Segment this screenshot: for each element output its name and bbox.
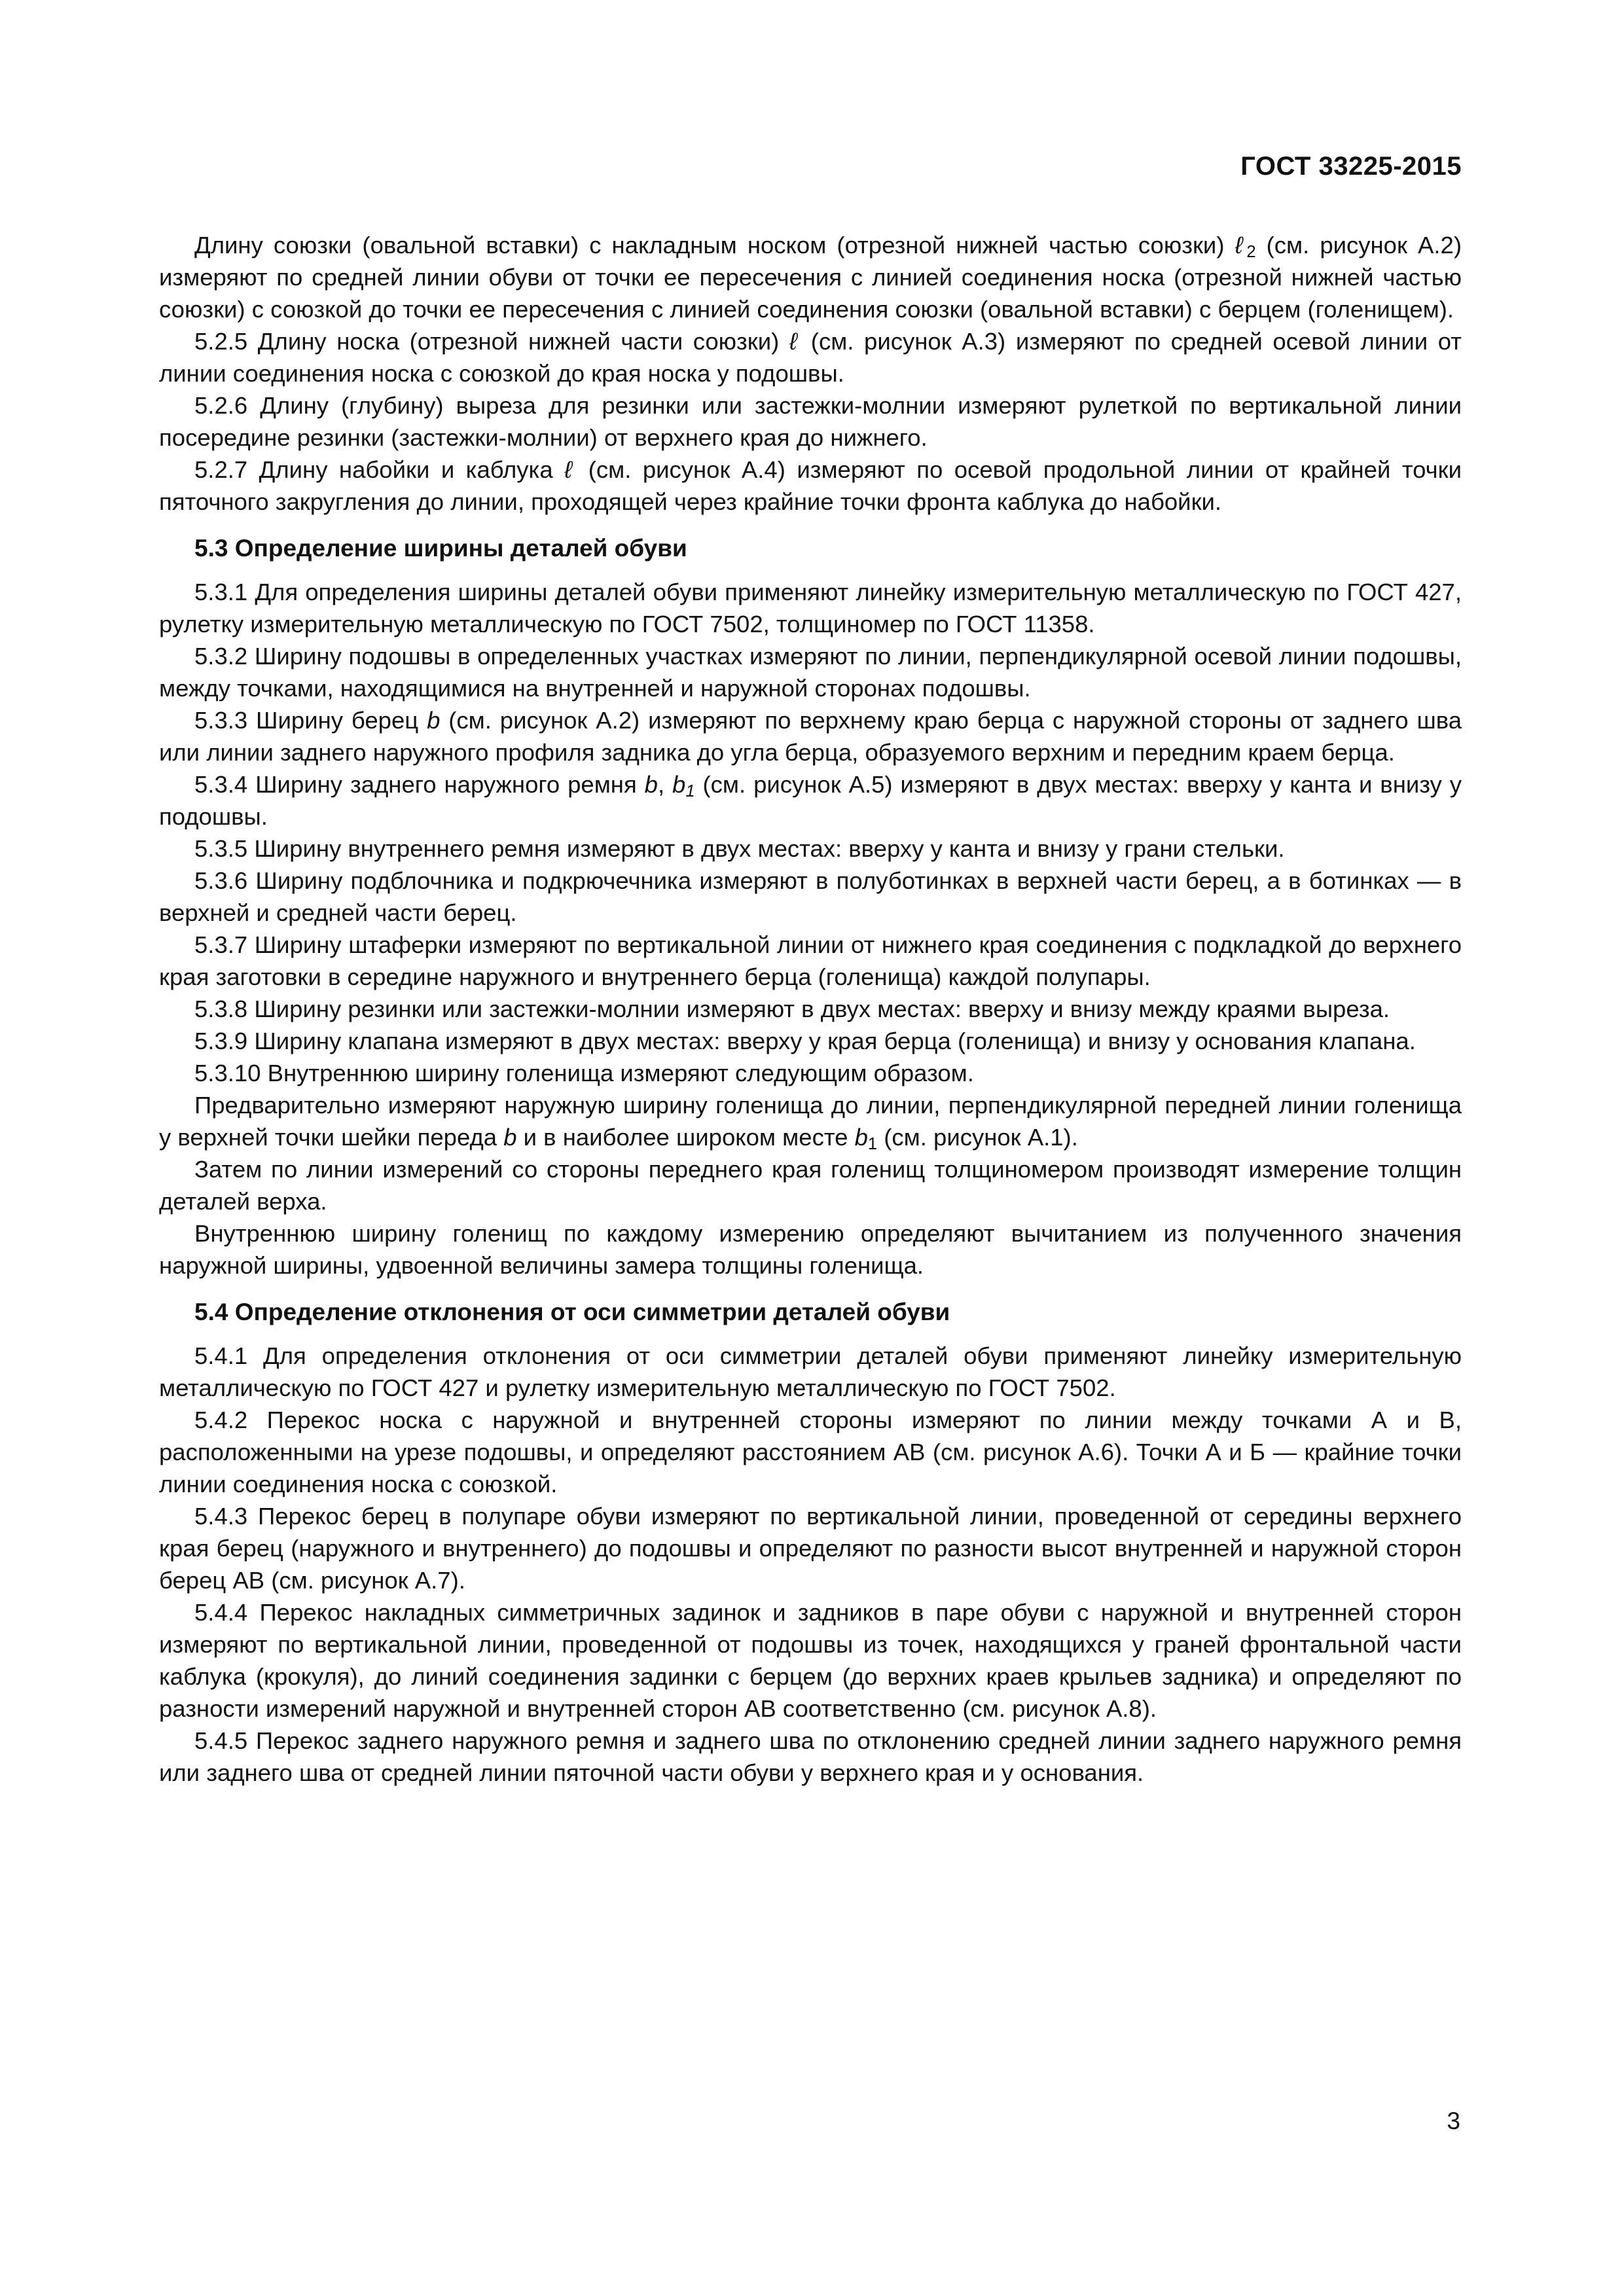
paragraph	[159, 576, 1462, 640]
italic-symbol: ℓ	[1235, 232, 1247, 259]
italic-symbol: b	[427, 707, 441, 734]
text-run: 5.4.2 Перекос носка с наружной и внутренней стороны измеряют по линии между точками А и В, расположенными на урезе подошвы, и определяют расстоянием АВ (см. рисунок А.6). Точки А и Б — крайние точки линии соединения носка с союзкой.	[159, 1407, 1462, 1498]
text-run: 5.3.5 Ширину внутреннего ремня измеряют в двух местах: вверху у канта и внизу у грани стельки.	[194, 835, 1285, 862]
subscript-text: 1	[685, 782, 695, 800]
text-run: 5.3.2 Ширину подошвы в определенных участках измеряют по линии, перпендикулярной осевой линии подошвы, между точками, находящимися на внутренней и наружной сторонах подошвы.	[159, 643, 1462, 702]
italic-symbol: ℓ	[789, 328, 801, 355]
text-run: 5.3.4 Ширину заднего наружного ремня	[194, 771, 645, 798]
paragraph	[159, 1025, 1462, 1057]
text-run: (см. рисунок А.4) измеряют по осевой продольной линии от крайней точки пяточного закругления до линии, проходящей через крайние точки фронта каблука до набойки.	[159, 456, 1462, 515]
italic-symbol: b	[672, 771, 686, 798]
text-run: Длину союзки (овальной вставки) с накладным носком (отрезной нижней частью союзки)	[194, 232, 1235, 259]
paragraph	[159, 833, 1462, 865]
paragraph	[159, 389, 1462, 454]
paragraph	[159, 768, 1462, 833]
italic-symbol: b	[503, 1124, 517, 1151]
paragraph	[159, 1725, 1462, 1789]
text-run: 5.2.5 Длину носка (отрезной нижней части союзки)	[194, 328, 789, 355]
text-run: 5.4.3 Перекос берец в полупаре обуви измеряют по вертикальной линии, проведенной от середины верхнего края берец (наружного и внутреннего) до подошвы и определяют по разности высот внутренней и наружной сторон берец АВ (см. рисунок А.7).	[159, 1503, 1462, 1594]
paragraph	[159, 929, 1462, 993]
paragraph	[159, 1500, 1462, 1596]
paragraph	[159, 640, 1462, 704]
text-run: 5.4.1 Для определения отклонения от оси симметрии деталей обуви применяют линейку измерительную металлическую по ГОСТ 427 и рулетку измерительную металлическую по ГОСТ 7502.	[159, 1342, 1462, 1401]
text-run: 5.3.10 Внутреннюю ширину голенища измеряют следующим образом.	[194, 1060, 974, 1086]
italic-symbol: b	[854, 1124, 868, 1151]
text-run: 5.3.7 Ширину штаферки измеряют по вертикальной линии от нижнего края соединения с подкладкой до верхнего края заготовки в середине наружного и внутреннего берца (голенища) каждой полупары.	[159, 931, 1462, 990]
paragraph	[159, 229, 1462, 325]
text-run: (см. рисунок А.3) измеряют по средней осевой линии от линии соединения носка с союзкой до края носка у подошвы.	[159, 328, 1462, 387]
italic-symbol: b	[644, 771, 658, 798]
document-body	[159, 229, 1462, 1789]
text-run: 5.3.3 Ширину берец	[194, 707, 427, 734]
text-run: (см. рисунок А.1).	[877, 1124, 1078, 1151]
text-run: Затем по линии измерений со стороны переднего края голенищ толщиномером производят измерение толщин деталей верха.	[159, 1156, 1462, 1215]
text-run: (см. рисунок А.5) измеряют в двух местах: вверху у канта и внизу у подошвы.	[159, 771, 1462, 830]
text-run: 5.3.8 Ширину резинки или застежки-молнии измеряют в двух местах: вверху и внизу между краями выреза.	[194, 996, 1390, 1022]
subscript-text	[685, 782, 695, 800]
paragraph	[159, 865, 1462, 929]
subscript-text: 2	[1246, 243, 1256, 261]
paragraph	[159, 1340, 1462, 1404]
page-number: 3	[1447, 2108, 1460, 2134]
paragraph	[159, 325, 1462, 389]
text-run: 5.3 Определение ширины деталей обуви	[194, 535, 687, 562]
paragraph	[159, 1596, 1462, 1725]
paragraph	[159, 1153, 1462, 1217]
text-run: 5.4.4 Перекос накладных симметричных задинок и задников в паре обуви с наружной и внутренней сторон измеряют по вертикальной линии, проведенной от подошвы из точек, находящихся у граней фронтальной части каблука (крокуля), до линий соединения задинки с берцем (до верхних краев крыльев задника) и определяют по разности измерений наружной и внутренней сторон АВ соответственно (см. рисунок А.8).	[159, 1599, 1462, 1722]
section-heading	[159, 532, 1462, 564]
text-run: ,	[657, 771, 673, 798]
text-run: 5.3.1 Для определения ширины деталей обуви применяют линейку измерительную металлическую по ГОСТ 427, рулетку измерительную металлическую по ГОСТ 7502, толщиномер по ГОСТ 11358.	[159, 579, 1462, 637]
paragraph	[159, 1089, 1462, 1153]
italic-symbol: ℓ	[564, 456, 577, 483]
paragraph	[159, 454, 1462, 518]
subscript-text: 1	[867, 1135, 878, 1153]
text-run: Предварительно измеряют наружную ширину голенища до линии, перпендикулярной передней линии голенища у верхней точки шейки переда	[159, 1092, 1462, 1151]
text-run: (см. рисунок А.2) измеряют по верхнему краю берца с наружной стороны от заднего шва или линии заднего наружного профиля задника до угла берца, образуемого верхним и передним краем берца.	[159, 707, 1462, 766]
text-run: 5.2.7 Длину набойки и каблука	[194, 456, 565, 483]
text-run: 5.4 Определение отклонения от оси симметрии деталей обуви	[194, 1299, 950, 1325]
text-run: 5.4.5 Перекос заднего наружного ремня и заднего шва по отклонению средней линии заднего наружного ремня или заднего шва от средней линии пяточной части обуви у верхнего края и у основания.	[159, 1727, 1462, 1786]
text-run: Внутреннюю ширину голенищ по каждому измерению определяют вычитанием из полученного значения наружной ширины, удвоенной величины замера толщины голенища.	[159, 1220, 1462, 1279]
paragraph	[159, 704, 1462, 768]
paragraph	[159, 1404, 1462, 1500]
text-run: 5.3.9 Ширину клапана измеряют в двух местах: вверху у края берца (голенища) и внизу у основания клапана.	[194, 1028, 1416, 1054]
paragraph	[159, 1057, 1462, 1089]
paragraph	[159, 993, 1462, 1025]
text-run: 5.3.6 Ширину подблочника и подкрючечника измеряют в полуботинках в верхней части берец, а в ботинках — в верхней и средней части берец.	[159, 867, 1462, 926]
text-run: 5.2.6 Длину (глубину) выреза для резинки или застежки-молнии измеряют рулеткой по вертикальной линии посередине резинки (застежки-молнии) от верхнего края до нижнего.	[159, 392, 1462, 451]
standard-header: ГОСТ 33225-2015	[1240, 152, 1462, 181]
text-run: и в наиболее широком месте	[516, 1124, 855, 1151]
paragraph	[159, 1217, 1462, 1282]
section-heading	[159, 1296, 1462, 1328]
text-run: (см. рисунок А.2) измеряют по средней линии обуви от точки ее пересечения с линией соединения носка (отрезной нижней частью союзки) с союзкой до точки ее пересечения с линией соединения союзки (овальной вставки) с берцем (голенищем).	[159, 232, 1462, 323]
